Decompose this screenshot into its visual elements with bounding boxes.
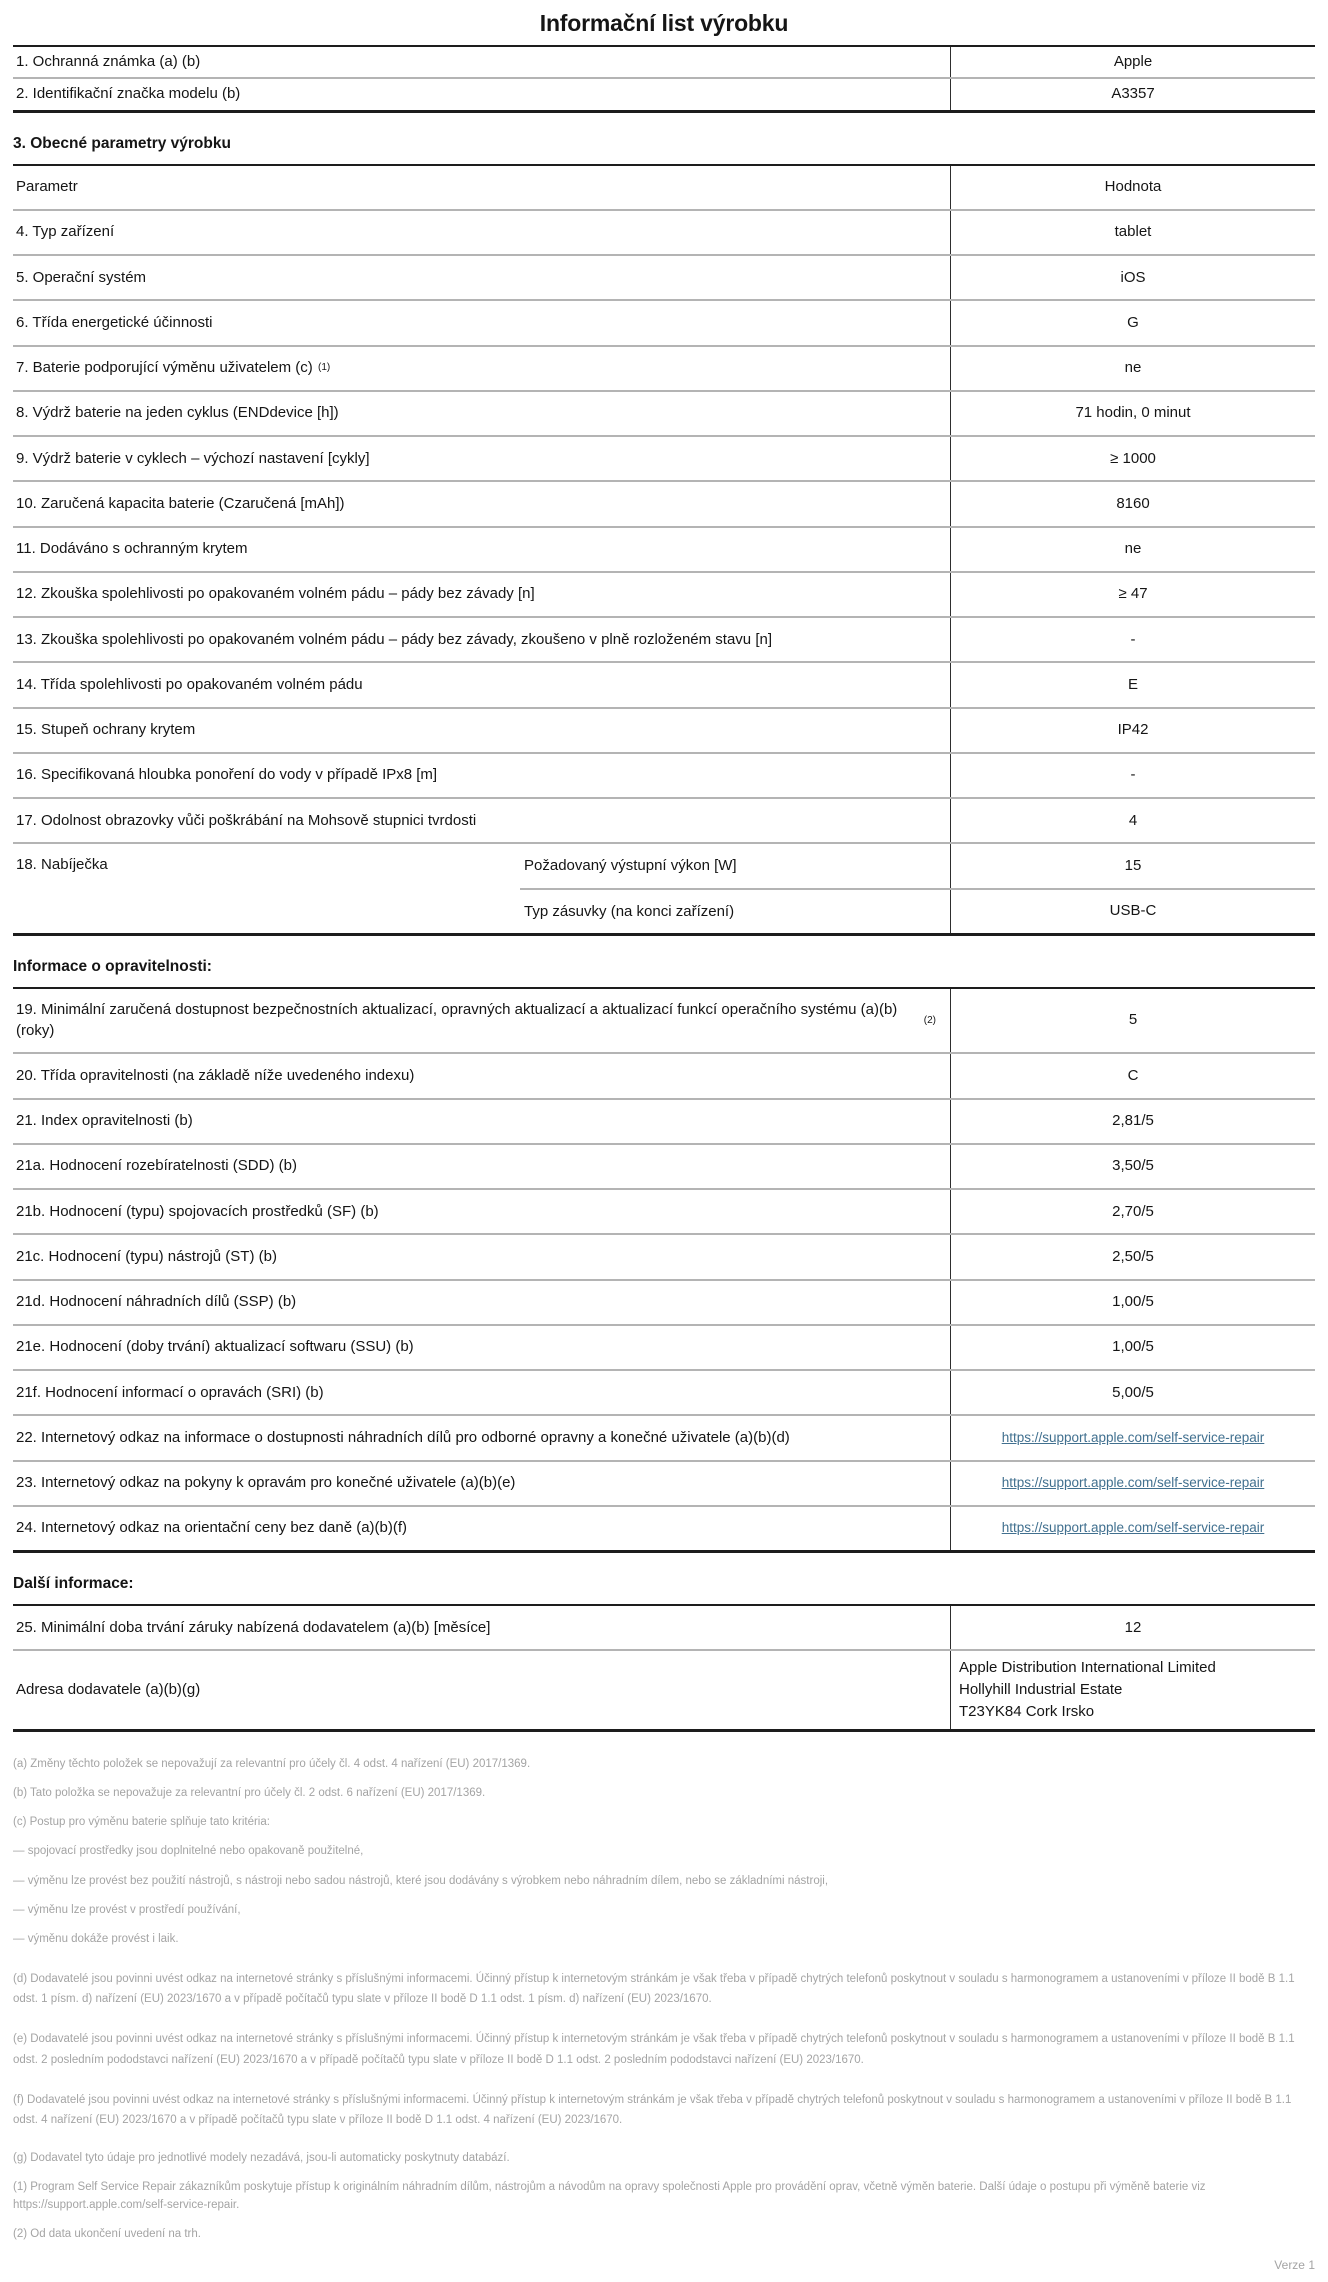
row-label: 11. Dodáváno s ochranným krytem [16, 540, 248, 557]
self-service-repair-link[interactable]: https://support.apple.com/self-service-repair [1001, 1429, 1265, 1445]
row-label: 1. Ochranná známka (a) (b) [16, 53, 201, 70]
footnote: (1) Program Self Service Repair zákazníkům poskytuje přístup k originálním náhradním dílům, nástrojům a návodům na opravy společnosti Apple pro provádění oprav, včetně výměn baterie. Další údaje o postupu při výměně baterie viz https://support.apple.com/self-service-repair. [13, 2181, 1206, 2212]
row-label: 16. Specifikovaná hloubka ponoření do vody v případě IPx8 [m] [16, 766, 438, 784]
row-label: 4. Typ zařízení [16, 223, 115, 241]
table-row [13, 209, 1315, 254]
row-value: 15 [950, 844, 1315, 887]
row-label: 19. Minimální zaručená dostupnost bezpečnostních aktualizací, opravných aktualizací a aktualizací funkcí operačního systému (a)(b)(roky) (2) [13, 989, 950, 1053]
table-row [13, 1188, 1315, 1233]
row-label: 2. Identifikační značka modelu (b) [16, 85, 241, 103]
row-value: 3,50/5 [950, 1145, 1315, 1188]
footnote: (d) Dodavatelé jsou povinni uvést odkaz na internetové stránky s příslušnými informacemi. Účinný přístup k internetovým stránkám je však třeba v případě chytrých telefonů poskytnout v souladu s harmonogramem a ustanoveními v příloze II bodě B 1.1 odst. 1 písm. d) nařízení (EU) 2023/1670 a v případě počítačů typu slate v příloze II bodě D 1.1 odst. 1 písm. d) nařízení (EU) 2023/1670. [13, 1973, 1295, 2006]
identification-table [13, 45, 1315, 113]
table-row [13, 571, 1315, 616]
row-value: tablet [950, 211, 1315, 254]
row-value: Apple [950, 47, 1315, 77]
table-row [13, 345, 1315, 390]
row-label-text: 19. Minimální zaručená dostupnost bezpečnostních aktualizací, opravných aktualizací a aktualizací funkcí operačního systému (a)(b)(roky) [16, 1001, 898, 1039]
table-row [13, 616, 1315, 661]
general-parameters-table [13, 164, 1315, 936]
footnote: (c) Postup pro výměnu baterie splňuje tato kritéria: [13, 1816, 270, 1829]
row-value: - [950, 754, 1315, 797]
row-value: ≥ 47 [950, 573, 1315, 616]
column-header-value: Hodnota [950, 166, 1315, 209]
footnotes-block [13, 1756, 1315, 2245]
table-row [13, 1279, 1315, 1324]
row-value: - [950, 618, 1315, 661]
row-label: 25. Minimální doba trvání záruky nabízená dodavatelem (a)(b) [měsíce] [16, 1618, 491, 1636]
row-label: 5. Operační systém [16, 268, 147, 286]
table-row [13, 435, 1315, 480]
row-value: ≥ 1000 [950, 437, 1315, 480]
footnote-criterion: — spojovací prostředky jsou doplnitelné nebo opakovaně použitelné, [13, 1845, 364, 1858]
section-heading-general-parameters: 3. Obecné parametry výrobku [13, 134, 231, 152]
table-row [13, 752, 1315, 797]
row-value: USB-C [950, 890, 1315, 933]
row-value: C [950, 1054, 1315, 1097]
row-value: 2,70/5 [950, 1190, 1315, 1233]
row-value [950, 1462, 1315, 1505]
table-row [13, 797, 1315, 842]
row-label: 21b. Hodnocení (typu) spojovacích prostředků (SF) (b) [16, 1202, 379, 1220]
charger-row [13, 842, 1315, 933]
table-header-row [13, 166, 1315, 209]
row-label: 23. Internetový odkaz na pokyny k opravám pro konečné uživatele (a)(b)(e) [16, 1474, 516, 1491]
row-label: 14. Třída spolehlivosti po opakovaném volném pádu [16, 675, 363, 693]
table-row [13, 1052, 1315, 1097]
table-row [13, 47, 1315, 77]
supplier-address-line: Hollyhill Industrial Estate [959, 1681, 1123, 1698]
supplier-address-line: Apple Distribution International Limited [959, 1659, 1216, 1677]
table-row [13, 1098, 1315, 1143]
footnote: (e) Dodavatelé jsou povinni uvést odkaz na internetové stránky s příslušnými informacemi. Účinný přístup k internetovým stránkám je však třeba v případě chytrých telefonů poskytnout v souladu s harmonogramem a ustanoveními v příloze II bodě B 1.1 odst. 2 posledním pododstavci nařízení (EU) 2023/1670 a v případě počítačů typu slate v příloze II bodě D 1.1 odst. 2 posledním pododstavci nařízení (EU) 2023/1670. [13, 2033, 1295, 2066]
charger-sub-rows [520, 844, 1315, 933]
row-value: 71 hodin, 0 minut [950, 392, 1315, 435]
column-header-parameter: Parametr [16, 178, 78, 195]
row-label: 13. Zkouška spolehlivosti po opakovaném volném pádu – pády bez závady, zkoušeno v plně rozloženém stavu [n] [16, 630, 772, 648]
table-row [13, 1369, 1315, 1414]
row-sublabel: Požadovaný výstupní výkon [W] [524, 857, 737, 875]
table-row [13, 707, 1315, 752]
supplier-address-line: T23YK84 Cork Irsko [959, 1702, 1095, 1720]
row-value: 1,00/5 [950, 1281, 1315, 1324]
table-row [13, 1414, 1315, 1459]
table-row [13, 1233, 1315, 1278]
row-value [950, 1507, 1315, 1550]
row-label: 17. Odolnost obrazovky vůči poškrábání na Mohsově stupnici tvrdosti [16, 811, 477, 829]
table-row [520, 888, 1315, 933]
table-row [13, 1143, 1315, 1188]
supplier-address [950, 1651, 1315, 1728]
row-label: 6. Třída energetické účinnosti [16, 313, 213, 331]
repairability-table [13, 987, 1315, 1553]
row-label: 12. Zkouška spolehlivosti po opakovaném volném pádu – pády bez závady [n] [16, 585, 535, 603]
row-label: 21a. Hodnocení rozebíratelnosti (SDD) (b) [16, 1157, 297, 1175]
row-label: 21c. Hodnocení (typu) nástrojů (ST) (b) [16, 1247, 277, 1265]
footnote: (f) Dodavatelé jsou povinni uvést odkaz na internetové stránky s příslušnými informacemi. Účinný přístup k internetovým stránkám je však třeba v případě chytrých telefonů poskytnout v souladu s harmonogramem a ustanoveními v příloze II bodě B 1.1 odst. 4 nařízení (EU) 2023/1670 a v případě počítačů typu slate v příloze II bodě D 1.1 odst. 4 nařízení (EU) 2023/1670. [13, 2093, 1292, 2126]
row-value [950, 1416, 1315, 1459]
footnote: (2) Od data ukončení uvedení na trh. [13, 2228, 201, 2241]
table-row [13, 1324, 1315, 1369]
row-label: 7. Baterie podporující výměnu uživatelem (c) (1) [13, 347, 950, 390]
row-label-text: 7. Baterie podporující výměnu uživatelem (c) [16, 359, 313, 376]
table-row [13, 390, 1315, 435]
product-information-sheet [13, 10, 1315, 2272]
row-value: E [950, 663, 1315, 706]
row-value: 4 [950, 799, 1315, 842]
row-value: 5 [950, 989, 1315, 1053]
footnote: (g) Dodavatel tyto údaje pro jednotlivé modely nezadává, jsou-li automaticky poskytnuty databází. [13, 2151, 510, 2164]
row-label: 21. Index opravitelnosti (b) [16, 1112, 193, 1129]
additional-info-table [13, 1604, 1315, 1732]
table-row [13, 526, 1315, 571]
table-row [13, 480, 1315, 525]
table-row [520, 844, 1315, 887]
section-heading-additional-info: Další informace: [13, 1575, 134, 1592]
row-label: 10. Zaručená kapacita baterie (Czaručená [mAh]) [16, 494, 345, 512]
row-value: IP42 [950, 709, 1315, 752]
footnote-criterion: — výměnu dokáže provést i laik. [13, 1933, 179, 1946]
table-row [13, 661, 1315, 706]
version-label: Verze 1 [1274, 2258, 1315, 2273]
table-row [13, 1505, 1315, 1550]
footnote-criterion: — výměnu lze provést bez použití nástrojů, s nástroji nebo sadou nástrojů, které jsou dodávány s výrobkem nebo náhradním dílem, nebo se základními nástroji, [13, 1874, 829, 1887]
supplier-address-row [13, 1649, 1315, 1728]
row-label: 21f. Hodnocení informací o opravách (SRI) (b) [16, 1383, 324, 1401]
row-value: G [950, 301, 1315, 344]
row-value: 1,00/5 [950, 1326, 1315, 1369]
row-sublabel: Typ zásuvky (na konci zařízení) [524, 902, 735, 920]
row-label: 9. Výdrž baterie v cyklech – výchozí nastavení [cykly] [16, 449, 370, 467]
table-row [13, 989, 1315, 1053]
row-value: 12 [950, 1606, 1315, 1649]
table-row [13, 77, 1315, 109]
footnote: (b) Tato položka se nepovažuje za relevantní pro účely čl. 2 odst. 6 nařízení (EU) 2017/1369. [13, 1786, 486, 1799]
row-value: A3357 [950, 79, 1315, 109]
row-label: 20. Třída opravitelnosti (na základě níže uvedeného indexu) [16, 1066, 415, 1084]
row-label: 18. Nabíječka [16, 855, 108, 873]
table-row [13, 1460, 1315, 1505]
row-value: ne [950, 528, 1315, 571]
footnote: (a) Změny těchto položek se nepovažují za relevantní pro účely čl. 4 odst. 4 nařízení (EU) 2017/1369. [13, 1757, 531, 1770]
table-row [13, 299, 1315, 344]
row-label: 21e. Hodnocení (doby trvání) aktualizací softwaru (SSU) (b) [16, 1338, 414, 1356]
self-service-repair-link[interactable]: https://support.apple.com/self-service-repair [1001, 1475, 1265, 1491]
row-value: 2,50/5 [950, 1235, 1315, 1278]
row-label: 22. Internetový odkaz na informace o dostupnosti náhradních dílů pro odborné opravny a konečné uživatele (a)(b)(d) [16, 1428, 790, 1446]
page-title: Informační list výrobku [539, 10, 789, 36]
table-row [13, 254, 1315, 299]
row-label: 24. Internetový odkaz na orientační ceny bez daně (a)(b)(f) [16, 1519, 408, 1537]
section-heading-repairability: Informace o opravitelnosti: [13, 957, 212, 975]
row-value: iOS [950, 256, 1315, 299]
row-value: 2,81/5 [950, 1100, 1315, 1143]
footnote-criterion: — výměnu lze provést v prostředí používání, [13, 1904, 241, 1917]
row-value: ne [950, 347, 1315, 390]
row-label: 21d. Hodnocení náhradních dílů (SSP) (b) [16, 1293, 297, 1310]
row-value: 8160 [950, 482, 1315, 525]
row-label: 15. Stupeň ochrany krytem [16, 721, 196, 738]
row-label: Adresa dodavatele (a)(b)(g) [16, 1680, 201, 1698]
row-label: 8. Výdrž baterie na jeden cyklus (ENDdevice [h]) [16, 404, 339, 422]
self-service-repair-link[interactable]: https://support.apple.com/self-service-repair [1001, 1520, 1265, 1536]
row-value: 5,00/5 [950, 1371, 1315, 1414]
table-row [13, 1606, 1315, 1649]
